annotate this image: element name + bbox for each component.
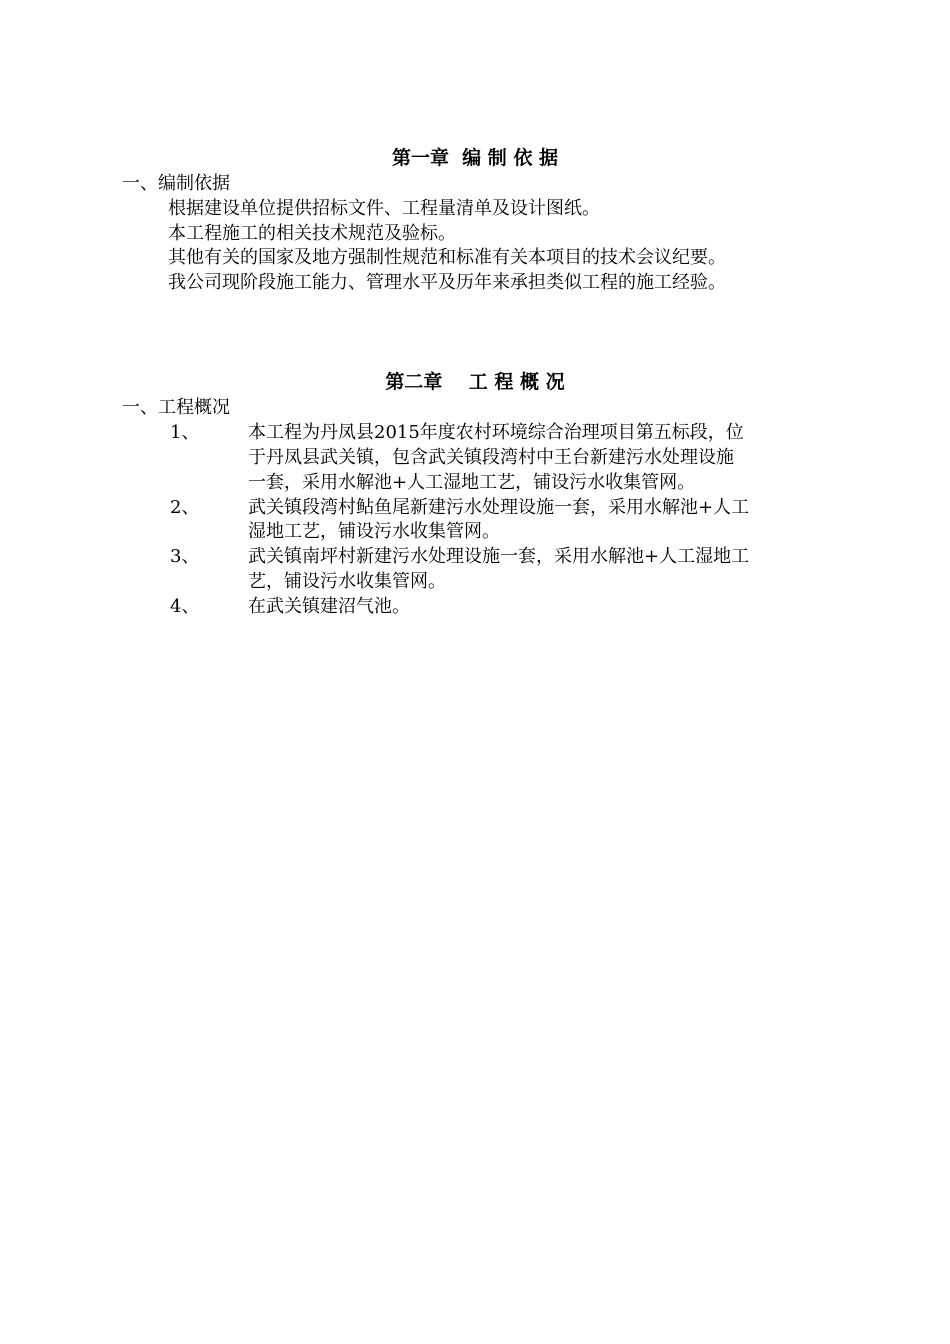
list-item-3-line-1: 武关镇南坪村新建污水处理设施一套，采用水解池+人工湿地工 <box>248 546 750 567</box>
list-item-1-line-2: 于丹凤县武关镇，包含武关镇段湾村中王台新建污水处理设施 <box>248 447 734 468</box>
list-item-number-4: 4、 <box>170 596 200 617</box>
chapter-1-title: 第一章 编 制 依 据 <box>391 147 559 169</box>
list-item-2-line-1: 武关镇段湾村鲇鱼尾新建污水处理设施一套，采用水解池+人工 <box>248 497 750 518</box>
list-item-4-line-1: 在武关镇建沼气池。 <box>248 596 410 617</box>
basis-paragraph-3: 其他有关的国家及地方强制性规范和标准有关本项目的技术会议纪要。 <box>168 247 726 268</box>
list-item-number-2: 2、 <box>170 497 200 518</box>
basis-paragraph-4: 我公司现阶段施工能力、管理水平及历年来承担类似工程的施工经验。 <box>168 272 726 293</box>
chapter-1-section-heading: 一、编制依据 <box>122 173 230 194</box>
list-item-3-line-2: 艺，铺设污水收集管网。 <box>248 571 446 592</box>
list-item-number-1: 1、 <box>170 422 200 443</box>
list-item-number-3: 3、 <box>170 546 200 567</box>
chapter-2-section-heading: 一、工程概况 <box>122 397 230 418</box>
list-item-1-line-1: 本工程为丹凤县2015年度农村环境综合治理项目第五标段，位 <box>248 422 744 443</box>
basis-paragraph-1: 根据建设单位提供招标文件、工程量清单及设计图纸。 <box>168 198 600 219</box>
chapter-2-title: 第二章 工 程 概 况 <box>385 371 565 393</box>
basis-paragraph-2: 本工程施工的相关技术规范及验标。 <box>168 223 456 244</box>
list-item-1-line-3: 一套，采用水解池+人工湿地工艺，铺设污水收集管网。 <box>248 472 696 493</box>
list-item-2-line-2: 湿地工艺，铺设污水收集管网。 <box>248 521 500 542</box>
